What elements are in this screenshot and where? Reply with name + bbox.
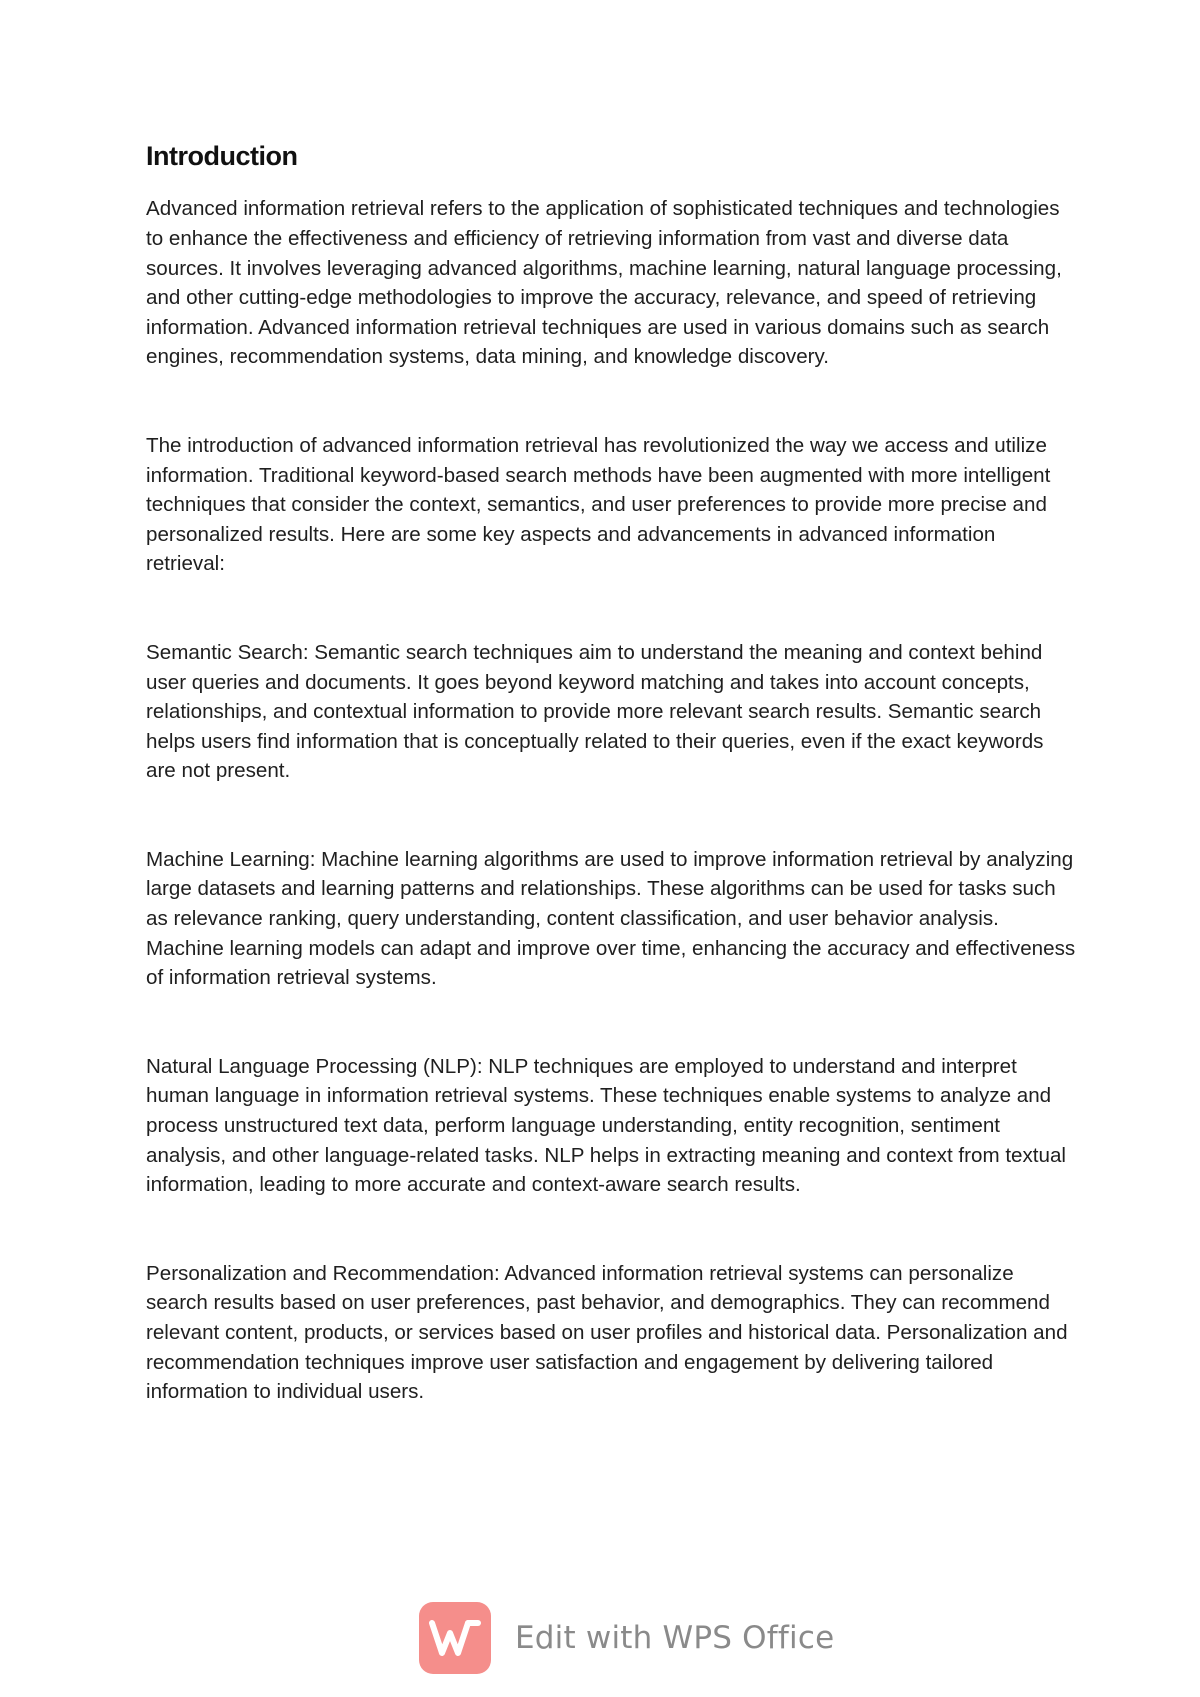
wps-office-logo-icon	[419, 1602, 491, 1674]
paragraph-spacer	[146, 786, 1076, 845]
paragraph-spacer	[146, 372, 1076, 431]
paragraph-intro: Advanced information retrieval refers to the application of sophisticated techniques and technologies to enhance the effectiveness and efficiency of retrieving information from vast and diverse data sources. It involves leveraging advanced algorithms, machine learning, natural language processing, and other cutting-edge methodologies to improve the accuracy, relevance, and speed of retrieving information. Advanced information retrieval techniques are used in various domains such as search engines, recommendation systems, data mining, and knowledge discovery.	[146, 197, 1062, 369]
paragraph-machine-learning: Machine Learning: Machine learning algorithms are used to improve information retrieval by analyzing large datasets and learning patterns and relationships. These algorithms can be used for tasks such as relevance ranking, query understanding, content classification, and user behavior analysis. Machine learning models can adapt and improve over time, enhancing the accuracy and effectiveness of information retrieval systems.	[146, 847, 1076, 990]
wps-watermark[interactable]	[419, 1602, 834, 1674]
paragraph-personalization: Personalization and Recommendation: Advanced information retrieval systems can personalize search results based on user preferences, past behavior, and demographics. They can recommend relevant content, products, or services based on user profiles and historical data. Personalization and recommendation techniques improve user satisfaction and engagement by delivering tailored information to individual users.	[146, 1261, 1068, 1404]
paragraph-spacer	[146, 993, 1076, 1052]
paragraph-nlp: Natural Language Processing (NLP): NLP techniques are employed to understand and interpret human language in information retrieval systems. These techniques enable systems to analyze and process unstructured text data, perform language understanding, entity recognition, sentiment analysis, and other language-related tasks. NLP helps in extracting meaning and context from textual information, leading to more accurate and context-aware search results.	[146, 1054, 1067, 1197]
paragraph-spacer	[146, 579, 1076, 638]
paragraph-revolution: The introduction of advanced information retrieval has revolutionized the way we access and utilize information. Traditional keyword-based search methods have been augmented with more intelligent techniques that consider the context, semantics, and user preferences to provide more precise and personalized results. Here are some key aspects and advancements in advanced information retrieval:	[146, 433, 1051, 576]
paragraph-spacer	[146, 1200, 1076, 1259]
wps-watermark-text: Edit with WPS Office	[515, 1620, 835, 1656]
paragraph-semantic-search: Semantic Search: Semantic search techniques aim to understand the meaning and context behind user queries and documents. It goes beyond keyword matching and takes into account concepts, relationships, and contextual information to provide more relevant search results. Semantic search helps users find information that is conceptually related to their queries, even if the exact keywords are not present.	[146, 640, 1044, 783]
document-heading: Introduction	[146, 141, 298, 171]
document-page	[146, 140, 1076, 1407]
